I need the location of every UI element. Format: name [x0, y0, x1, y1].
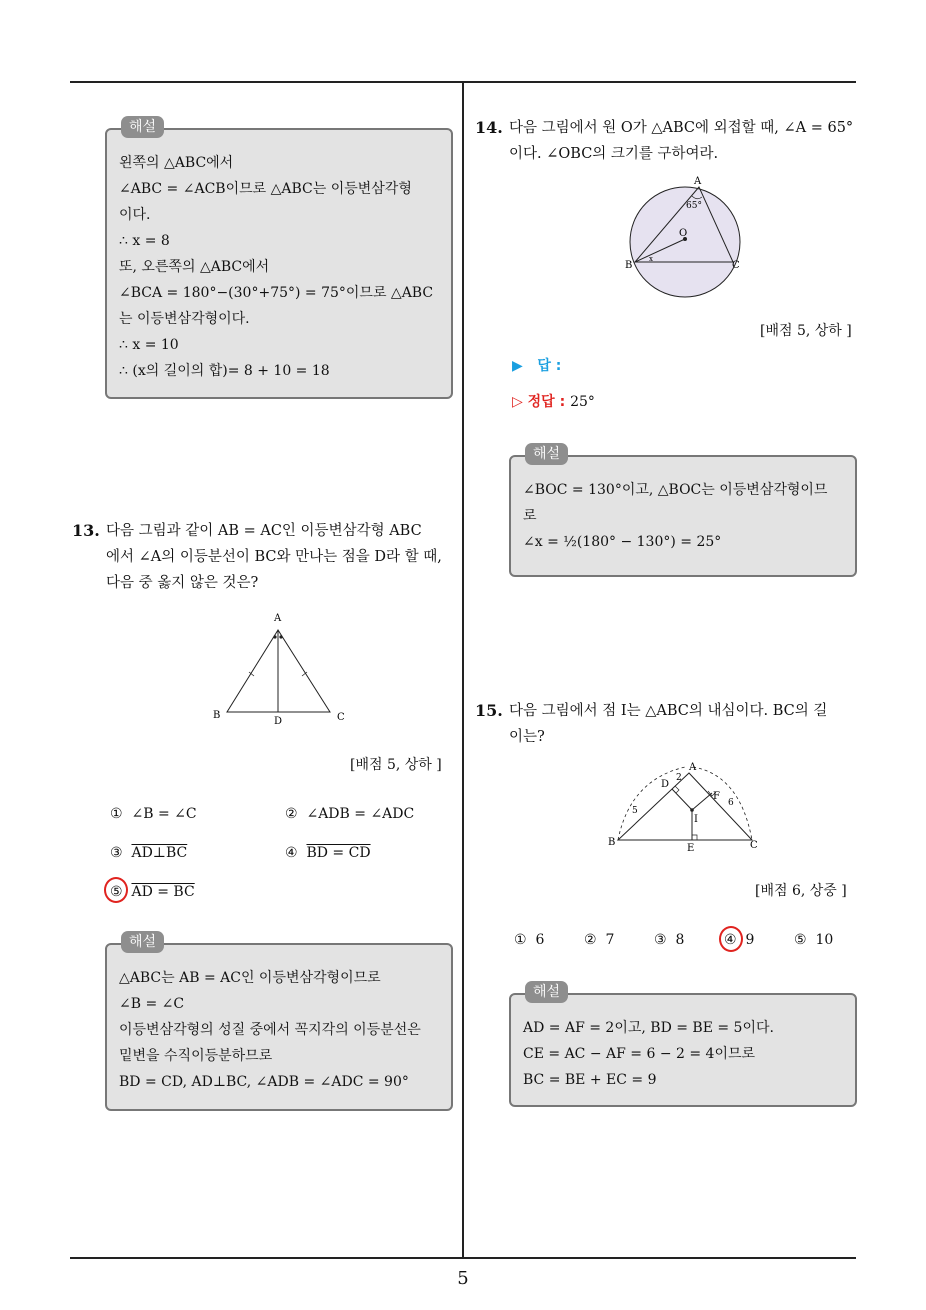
solution-line: 는 이등변삼각형이다. — [119, 311, 250, 327]
q14-score: [배점 5, 상하 ] — [760, 323, 852, 339]
angle-mark — [279, 635, 282, 638]
option-number: ⑤ — [794, 932, 807, 948]
correct-answer-row — [512, 391, 595, 411]
label-b: B — [625, 260, 633, 271]
label-d: D — [274, 716, 283, 727]
solution-box-prev — [105, 119, 453, 399]
x-label: x — [649, 255, 653, 263]
q13-option-1[interactable] — [110, 806, 197, 822]
label-f: F — [713, 791, 720, 802]
option-text: ∠B = ∠C — [131, 806, 197, 822]
option-number: ⑤ — [110, 884, 123, 900]
question-13 — [72, 518, 457, 596]
solution-line: ∠B = ∠C — [119, 996, 185, 1012]
q13-option-2[interactable] — [285, 806, 414, 822]
solution-line: ∴ x = 8 — [119, 233, 170, 249]
label-c: C — [750, 840, 758, 851]
option-text: 6 — [535, 932, 545, 948]
solution-line: △ABC는 AB = AC인 이등변삼각형이므로 — [119, 970, 381, 986]
label-e: E — [687, 843, 695, 854]
option-number: ② — [584, 932, 597, 948]
solution-line: CE = AC − AF = 6 − 2 = 4이므로 — [523, 1046, 756, 1062]
q13-option-4[interactable] — [285, 845, 371, 861]
question-text-line: 다음 그림에서 원 O가 △ABC에 외접할 때, ∠A = 65° — [509, 120, 854, 136]
option-text: 10 — [815, 932, 834, 948]
length-5: 5 — [632, 806, 638, 816]
correct-value: 25° — [570, 394, 595, 410]
angle-mark — [273, 635, 276, 638]
q13-option-3[interactable] — [110, 845, 187, 861]
length-2: 2 — [676, 773, 682, 783]
right-angle-mark — [692, 835, 697, 840]
option-number: ④ — [724, 932, 737, 948]
solution-line: ∠BOC = 130°이고, △BOC는 이등변삼각형이므 — [523, 482, 828, 498]
label-a: A — [694, 176, 702, 187]
question-text-line: 이다. ∠OBC의 크기를 구하여라. — [509, 146, 719, 162]
solution-box-15 — [509, 984, 857, 1107]
incenter-i — [690, 808, 694, 812]
solution-line: 이다. — [119, 207, 151, 223]
selected-answer-mark — [104, 877, 128, 903]
solution-tag: 해설 — [525, 981, 568, 1003]
isosceles-triangle-figure — [205, 608, 355, 728]
solution-line: ∠BCA = 180°−(30°+75°) = 75°이므로 △ABC — [119, 285, 434, 301]
solution-line: BD = CD, AD⊥BC, ∠ADB = ∠ADC = 90° — [119, 1074, 409, 1090]
answer-arrow-icon: ▶ — [512, 358, 523, 374]
option-number: ④ — [285, 845, 298, 861]
circumscribed-circle-figure — [615, 170, 765, 320]
q15-option-3[interactable] — [654, 932, 684, 948]
selected-answer-mark — [719, 926, 743, 952]
option-number: ③ — [654, 932, 667, 948]
segment-if — [692, 793, 712, 810]
q15-option-2[interactable] — [584, 932, 614, 948]
option-text: 7 — [605, 932, 615, 948]
correct-arrow-icon: ▷ — [512, 394, 523, 410]
question-15 — [475, 698, 860, 750]
bottom-rule — [70, 1257, 856, 1259]
incenter-triangle-figure — [600, 755, 780, 855]
column-divider — [462, 83, 464, 1258]
solution-line: 이등변삼각형의 성질 중에서 꼭지각의 이등분선은 — [119, 1022, 421, 1038]
right-angle-mark — [675, 786, 679, 793]
option-text: 9 — [745, 932, 755, 948]
page-number: 5 — [457, 1268, 469, 1289]
solution-line: 로 — [523, 508, 537, 524]
answer-row[interactable] — [512, 355, 561, 375]
question-text-line: 다음 중 옳지 않은 것은? — [106, 575, 259, 591]
option-number: ① — [514, 932, 527, 948]
option-text: 8 — [675, 932, 685, 948]
option-number: ③ — [110, 845, 123, 861]
question-text-line: 다음 그림에서 점 I는 △ABC의 내심이다. BC의 길 — [509, 703, 828, 719]
option-text: BD = CD — [306, 845, 371, 861]
segment-id — [672, 789, 692, 810]
solution-tag: 해설 — [525, 443, 568, 465]
option-number: ① — [110, 806, 123, 822]
label-c: C — [732, 260, 740, 271]
label-b: B — [608, 837, 616, 848]
dashed-arc-right — [693, 767, 752, 840]
solution-line: 또, 오른쪽의 △ABC에서 — [119, 259, 270, 275]
solution-tag: 해설 — [121, 931, 164, 953]
label-o: O — [679, 228, 688, 239]
solution-box-14 — [509, 446, 857, 577]
angle-label: 65° — [686, 201, 702, 211]
label-i: I — [694, 814, 698, 825]
q15-score: [배점 6, 상중 ] — [755, 883, 847, 899]
length-6: 6 — [728, 798, 734, 808]
question-text-line: 다음 그림과 같이 AB = AC인 이등변삼각형 ABC — [106, 523, 422, 539]
label-a: A — [274, 613, 282, 624]
label-d: D — [661, 779, 670, 790]
question-text-line: 이는? — [509, 729, 545, 745]
question-number: 15. — [475, 701, 503, 720]
option-text: AD = BC — [131, 884, 195, 900]
label-c: C — [337, 712, 345, 723]
solution-line: ∴ x = 10 — [119, 337, 179, 353]
solution-line: ∠ABC = ∠ACB이므로 △ABC는 이등변삼각형 — [119, 181, 412, 197]
label-b: B — [213, 710, 221, 721]
question-14 — [475, 115, 860, 167]
q13-score: [배점 5, 상하 ] — [350, 757, 442, 773]
option-number: ② — [285, 806, 298, 822]
option-text: AD⊥BC — [131, 845, 188, 861]
dashed-arc-left — [618, 767, 685, 840]
answer-label: 답 : — [537, 358, 562, 374]
question-number: 14. — [475, 118, 503, 137]
solution-line: BC = BE + EC = 9 — [523, 1072, 657, 1088]
label-a: A — [689, 762, 697, 773]
solution-line: AD = AF = 2이고, BD = BE = 5이다. — [523, 1020, 774, 1036]
question-text-line: 에서 ∠A의 이등분선이 BC와 만나는 점을 D라 할 때, — [106, 549, 442, 565]
solution-box-13 — [105, 934, 453, 1111]
option-text: ∠ADB = ∠ADC — [306, 806, 415, 822]
solution-line: 왼쪽의 △ABC에서 — [119, 155, 234, 171]
solution-line: 밑변을 수직이등분하므로 — [119, 1048, 273, 1064]
q15-option-5[interactable] — [794, 932, 833, 948]
solution-tag: 해설 — [121, 116, 164, 138]
solution-line: ∠x = ½(180° − 130°) = 25° — [523, 534, 722, 550]
question-number: 13. — [72, 521, 100, 540]
correct-label: 정답 : — [527, 394, 566, 410]
solution-line: ∴ (x의 길이의 합)= 8 + 10 = 18 — [119, 363, 330, 379]
q15-option-1[interactable] — [514, 932, 544, 948]
